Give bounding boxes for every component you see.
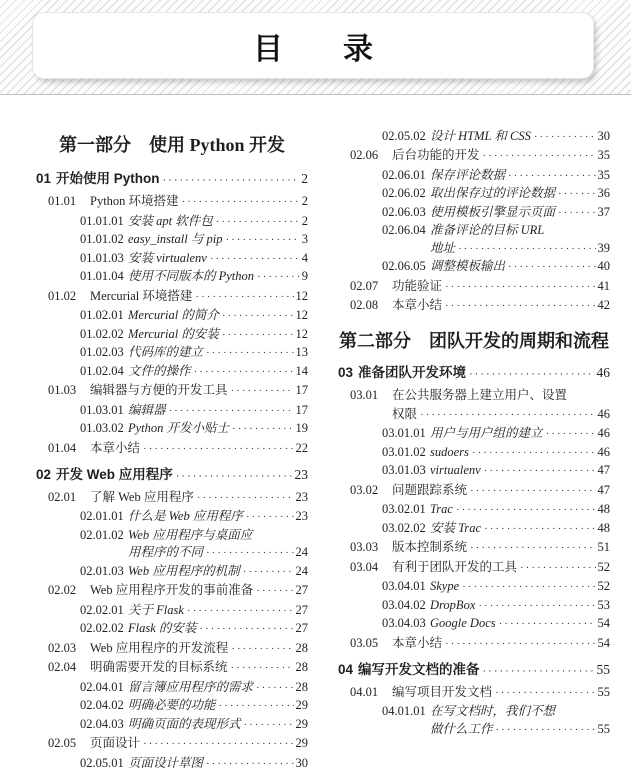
dot-leader — [420, 406, 595, 424]
page-number: 23 — [295, 489, 308, 504]
dot-leader — [456, 501, 596, 519]
toc-entry — [338, 185, 610, 203]
toc-entry — [36, 659, 308, 677]
toc-entry — [338, 204, 610, 222]
page-number: 46 — [596, 365, 610, 380]
toc-entry — [338, 684, 610, 702]
page-number: 54 — [597, 635, 610, 650]
entry-title: 开始使用 Python — [56, 171, 160, 186]
toc-entry — [338, 297, 610, 315]
entry-title: 安装 apt 软件包 — [128, 213, 213, 228]
entry-title: 开发 Web 应用程序 — [56, 466, 173, 482]
toc-entry — [36, 563, 308, 581]
entry-title: 后台功能的开发 — [392, 148, 480, 162]
entry-title: 准备团队开发环境 — [358, 365, 466, 380]
entry-title: Python 环境搭建 — [90, 194, 179, 208]
entry-number: 02.06 — [350, 148, 379, 162]
dot-leader — [445, 297, 595, 315]
page-number: 53 — [597, 597, 610, 612]
entry-title: 调整模板输出 — [430, 259, 506, 273]
dot-leader — [257, 268, 300, 286]
dot-leader — [244, 716, 294, 734]
entry-number: 02.02.02 — [80, 621, 124, 635]
dot-leader — [194, 363, 294, 381]
toc-entry — [338, 482, 610, 500]
page-number: 13 — [295, 345, 308, 359]
dot-leader — [483, 147, 596, 165]
entry-title: 了解 Web 应用程序 — [90, 489, 194, 504]
page-number: 55 — [596, 661, 610, 677]
dot-leader — [206, 544, 293, 562]
entry-title: 取出保存过的评论数据 — [430, 186, 556, 200]
page-number: 23 — [294, 466, 308, 482]
entry-number: 03.04.03 — [382, 616, 426, 630]
toc-entry-continuation — [338, 406, 610, 424]
entry-number: 02.06.02 — [382, 186, 426, 200]
toc-entry — [338, 387, 610, 404]
dot-leader — [445, 635, 595, 653]
page-number: 27 — [295, 602, 308, 617]
entry-title: Flask 的安装 — [128, 621, 197, 635]
dot-leader — [472, 444, 596, 462]
entry-number: 03.04.02 — [382, 597, 426, 612]
page-number: 47 — [597, 463, 610, 477]
entry-title: 问题跟踪系统 — [392, 482, 468, 497]
toc-entry — [338, 578, 610, 596]
dot-leader — [469, 363, 595, 384]
page-number: 12 — [295, 288, 308, 303]
toc-entry — [36, 440, 308, 458]
dot-leader — [470, 539, 595, 557]
toc-entry — [36, 213, 308, 231]
entry-number: 02.02 — [48, 583, 77, 597]
page-number: 28 — [295, 640, 308, 655]
entry-title: 明确必要的功能 — [128, 698, 216, 712]
entry-number: 03.03 — [350, 540, 379, 554]
entry-title: 关于 Flask — [128, 602, 184, 617]
entry-number: 01.03.02 — [80, 421, 124, 435]
entry-number: 02.05.01 — [80, 755, 124, 770]
toc-entry — [36, 288, 308, 306]
page-number: 52 — [597, 559, 610, 574]
dot-leader — [176, 465, 293, 486]
entry-title: 版本控制系统 — [392, 540, 468, 554]
toc-entry — [36, 465, 308, 486]
page-number: 2 — [301, 171, 308, 186]
page-number: 48 — [597, 520, 610, 535]
dot-leader — [206, 344, 293, 362]
entry-number: 01.01.03 — [80, 250, 124, 265]
toc-entry-continuation — [338, 721, 610, 739]
entry-title: Web 应用程序的机制 — [128, 563, 240, 578]
dot-leader — [256, 582, 293, 600]
dot-leader — [225, 231, 299, 249]
entry-title-continued: 权限 — [392, 406, 418, 421]
toc-entry — [338, 444, 610, 462]
entry-title: 编写开发文档的准备 — [358, 661, 480, 677]
entry-title-continued: 地址 — [430, 240, 456, 255]
page-number: 39 — [597, 240, 610, 255]
page-number: 24 — [295, 563, 308, 578]
dot-leader — [470, 482, 595, 500]
entry-number: 03.01.01 — [382, 426, 426, 440]
page-number: 30 — [597, 128, 610, 143]
entry-number: 03.02 — [350, 482, 379, 497]
entry-title: 准备评论的目标 URL — [430, 223, 545, 237]
entry-title: 代码库的建立 — [128, 345, 204, 359]
entry-number: 03 — [338, 365, 354, 380]
toc-content — [36, 127, 610, 773]
toc-entry — [36, 382, 308, 400]
page-number: 17 — [295, 402, 308, 417]
toc-entry — [36, 344, 308, 362]
entry-title: 页面设计草图 — [128, 755, 204, 770]
entry-title: 安装 virtualenv — [128, 250, 207, 265]
dot-leader — [508, 258, 595, 276]
toc-entry — [338, 278, 610, 296]
page-number: 19 — [295, 421, 308, 435]
page-number: 55 — [597, 684, 610, 699]
dot-leader — [520, 559, 595, 577]
toc-entry — [36, 508, 308, 526]
page-number: 48 — [597, 502, 610, 516]
entry-number: 02.02.01 — [80, 602, 124, 617]
toc-entry — [338, 539, 610, 557]
dot-leader — [484, 520, 595, 538]
entry-number: 01.01.01 — [80, 213, 124, 228]
toc-part-heading: 第二部分 团队开发的周期和流程 — [339, 331, 609, 351]
dot-leader — [231, 640, 293, 658]
toc-entry — [36, 268, 308, 286]
page-number: 36 — [597, 186, 610, 200]
page-number: 54 — [597, 616, 610, 630]
dot-leader — [546, 425, 596, 443]
toc-entry — [36, 527, 308, 544]
entry-title: 什么是 Web 应用程序 — [128, 509, 243, 523]
dot-leader — [210, 250, 300, 268]
toc-entry — [36, 169, 308, 190]
dot-leader — [508, 167, 595, 185]
entry-number: 04 — [338, 661, 354, 677]
page-number: 23 — [295, 509, 308, 523]
toc-entry — [338, 128, 610, 146]
dot-leader — [558, 185, 595, 203]
toc-entry-continuation — [338, 240, 610, 258]
entry-title: virtualenv — [430, 463, 481, 477]
entry-title: 本章小结 — [392, 635, 443, 650]
entry-number: 03.01.03 — [382, 463, 426, 477]
toc-entry — [36, 602, 308, 620]
entry-number: 03.05 — [350, 635, 379, 650]
toc-entry — [338, 425, 610, 443]
toc-entry — [36, 193, 308, 211]
toc-entry — [36, 326, 308, 344]
page-number: 24 — [295, 545, 308, 559]
entry-title-continued: 用程序的不同 — [128, 545, 204, 559]
entry-number: 03.01.02 — [382, 444, 426, 459]
dot-leader — [216, 213, 300, 231]
toc-entry — [36, 620, 308, 638]
entry-title: 页面设计 — [90, 736, 141, 750]
page-number: 27 — [295, 583, 308, 597]
entry-title: 使用不同版本的 Python — [128, 269, 255, 283]
toc-entry — [338, 147, 610, 165]
entry-title: Web 应用程序与桌面应 — [128, 527, 253, 542]
toc-entry — [36, 420, 308, 438]
toc-entry — [36, 582, 308, 600]
entry-number: 02.06.01 — [382, 167, 426, 182]
entry-title: 留言簿应用程序的需求 — [128, 679, 254, 694]
dot-leader — [187, 602, 294, 620]
entry-number: 03.02.01 — [382, 502, 426, 516]
dot-leader — [143, 735, 293, 753]
dot-leader — [483, 660, 595, 681]
page-number: 29 — [295, 736, 308, 750]
entry-number: 02.01.01 — [80, 509, 124, 523]
entry-title: Web 应用程序开发的事前准备 — [90, 583, 254, 597]
toc-entry — [338, 501, 610, 519]
dot-leader — [143, 440, 293, 458]
dot-leader — [496, 721, 596, 739]
entry-title: Mercurial 的简介 — [128, 308, 219, 322]
entry-number: 02.06.04 — [382, 223, 426, 237]
dot-leader — [232, 420, 293, 438]
toc-entry — [338, 703, 610, 720]
dot-leader — [558, 204, 595, 222]
page-number: 17 — [295, 383, 308, 397]
dot-leader — [462, 578, 595, 596]
entry-number: 02 — [36, 466, 52, 482]
page-number: 37 — [597, 204, 610, 219]
dot-leader — [478, 597, 595, 615]
dot-leader — [458, 240, 595, 258]
toc-part-heading: 第一部分 使用 Python 开发 — [58, 135, 285, 155]
toc-entry — [36, 489, 308, 507]
entry-title: 用户与用户组的建立 — [430, 426, 543, 440]
entry-number: 02.04 — [48, 660, 77, 674]
entry-number: 02.01 — [48, 489, 77, 504]
entry-title: easy_install 与 pip — [128, 232, 223, 246]
entry-number: 03.01 — [350, 388, 379, 402]
entry-title: Google Docs — [430, 616, 496, 630]
entry-number: 01.04 — [48, 440, 77, 455]
entry-number: 01.02 — [48, 288, 77, 303]
entry-title: 保存评论数据 — [430, 167, 506, 182]
entry-number: 01.02.03 — [80, 345, 124, 359]
toc-entry — [36, 697, 308, 715]
entry-title: 编辑器 — [128, 402, 166, 417]
dot-leader — [534, 128, 596, 146]
toc-entry — [338, 462, 610, 480]
entry-title: 有利于团队开发的工具 — [392, 559, 518, 574]
page-number: 41 — [597, 278, 610, 293]
entry-number: 01.01 — [48, 194, 77, 208]
entry-number: 01.01.04 — [80, 269, 124, 283]
toc-entry — [36, 363, 308, 381]
entry-number: 02.04.02 — [80, 698, 124, 712]
entry-title: 功能验证 — [392, 278, 443, 293]
toc-entry — [36, 307, 308, 325]
page-number: 35 — [597, 148, 610, 162]
dot-leader — [495, 684, 595, 702]
toc-entry — [338, 635, 610, 653]
entry-title: sudoers — [430, 444, 469, 459]
entry-title: Skype — [430, 579, 460, 593]
dot-leader — [222, 326, 294, 344]
dot-leader — [197, 489, 294, 507]
entry-number: 02.04.03 — [80, 716, 124, 731]
entry-title: 使用模板引擎显示页面 — [430, 204, 556, 219]
entry-title: 本章小结 — [90, 440, 141, 455]
page-number: 42 — [597, 298, 610, 312]
dot-leader — [243, 563, 294, 581]
entry-number: 02.04.01 — [80, 679, 124, 694]
dot-leader — [222, 307, 294, 325]
dot-leader — [246, 508, 294, 526]
dot-leader — [499, 615, 596, 633]
page-number: 46 — [597, 406, 610, 421]
page-number: 2 — [301, 194, 308, 208]
dot-leader — [206, 755, 293, 773]
dot-leader — [163, 169, 300, 190]
page-title: 目 录 — [253, 32, 373, 66]
entry-number: 01.03 — [48, 383, 77, 397]
entry-number: 01.02.04 — [80, 363, 124, 378]
toc-entry — [36, 679, 308, 697]
toc-entry — [338, 597, 610, 615]
page-number: 47 — [597, 482, 610, 497]
entry-number: 02.06.05 — [382, 259, 426, 273]
toc-entry — [338, 660, 610, 681]
entry-number: 01.02.02 — [80, 326, 124, 341]
page-number: 4 — [301, 250, 308, 265]
dot-leader — [231, 382, 294, 400]
page-number: 52 — [597, 579, 610, 593]
toc-column-left — [36, 127, 308, 773]
entry-number: 01.01.02 — [80, 232, 124, 246]
page-number: 22 — [295, 440, 308, 455]
page-number: 9 — [301, 269, 308, 283]
dot-leader — [256, 679, 293, 697]
dot-leader — [169, 402, 294, 420]
toc-entry — [338, 363, 610, 384]
entry-title: 编写项目开发文档 — [392, 684, 493, 699]
entry-title: 文件的操作 — [128, 363, 191, 378]
entry-title-continued: 做什么工作 — [430, 721, 493, 736]
entry-number: 01.03.01 — [80, 402, 124, 417]
page-number: 14 — [295, 363, 308, 378]
page-number: 29 — [295, 716, 308, 731]
entry-number: 01 — [36, 171, 52, 186]
entry-number: 03.04.01 — [382, 579, 426, 593]
toc-entry — [36, 250, 308, 268]
page-number: 51 — [597, 540, 610, 554]
dot-leader — [199, 620, 293, 638]
toc-entry — [338, 167, 610, 185]
dot-leader — [445, 278, 595, 296]
toc-entry — [338, 222, 610, 239]
page-title-box — [33, 13, 593, 78]
toc-entry — [36, 402, 308, 420]
entry-number: 03.02.02 — [382, 520, 426, 535]
toc-entry — [36, 716, 308, 734]
entry-number: 02.06.03 — [382, 204, 426, 219]
page-number: 29 — [295, 698, 308, 712]
entry-number: 02.01.03 — [80, 563, 124, 578]
toc-column-right — [338, 127, 610, 773]
toc-entry — [338, 520, 610, 538]
entry-number: 02.01.02 — [80, 527, 124, 542]
dot-leader — [182, 193, 300, 211]
entry-number: 03.04 — [350, 559, 379, 574]
entry-number: 02.07 — [350, 278, 379, 293]
entry-title: Trac — [430, 502, 453, 516]
entry-number: 01.02.01 — [80, 308, 124, 322]
toc-entry — [36, 735, 308, 753]
page-number: 3 — [301, 232, 308, 246]
dot-leader — [195, 288, 293, 306]
toc-entry — [36, 755, 308, 773]
entry-number: 04.01.01 — [382, 704, 426, 718]
entry-number: 02.08 — [350, 298, 379, 312]
entry-title: 设计 HTML 和 CSS — [430, 128, 531, 143]
toc-entry — [36, 640, 308, 658]
entry-title: 编辑器与方便的开发工具 — [90, 383, 228, 397]
page-number: 28 — [295, 660, 308, 674]
entry-number: 02.03 — [48, 640, 77, 655]
page-number: 2 — [301, 213, 308, 228]
entry-title: 明确页面的表现形式 — [128, 716, 241, 731]
toc-entry — [338, 559, 610, 577]
page-number: 55 — [597, 721, 610, 736]
page-number: 27 — [295, 621, 308, 635]
dot-leader — [484, 462, 596, 480]
entry-title: 在公共服务器上建立用户、设置 — [392, 388, 568, 402]
page-number: 46 — [597, 444, 610, 459]
entry-title: Web 应用程序的开发流程 — [90, 640, 229, 655]
entry-title: 明确需要开发的目标系统 — [90, 660, 228, 674]
entry-number: 04.01 — [350, 684, 379, 699]
page-number: 30 — [295, 755, 308, 770]
entry-title: 在写文档时，我们不想 — [430, 704, 556, 718]
entry-title: DropBox — [430, 597, 476, 612]
toc-entry-continuation — [36, 544, 308, 562]
entry-title: 本章小结 — [392, 298, 443, 312]
entry-title: 安装 Trac — [430, 520, 482, 535]
toc-entry — [338, 615, 610, 633]
toc-entry — [36, 231, 308, 249]
toc-entry — [338, 258, 610, 276]
page-number: 46 — [597, 426, 610, 440]
page-number: 28 — [295, 679, 308, 694]
entry-title: Mercurial 的安装 — [128, 326, 219, 341]
page-number: 40 — [597, 259, 610, 273]
entry-title: Python 开发小贴士 — [128, 421, 230, 435]
page-number: 12 — [295, 326, 308, 341]
dot-leader — [231, 659, 294, 677]
entry-number: 02.05.02 — [382, 128, 426, 143]
entry-title: Mercurial 环境搭建 — [90, 288, 193, 303]
entry-number: 02.05 — [48, 736, 77, 750]
dot-leader — [219, 697, 294, 715]
page-number: 12 — [295, 308, 308, 322]
page-number: 35 — [597, 167, 610, 182]
